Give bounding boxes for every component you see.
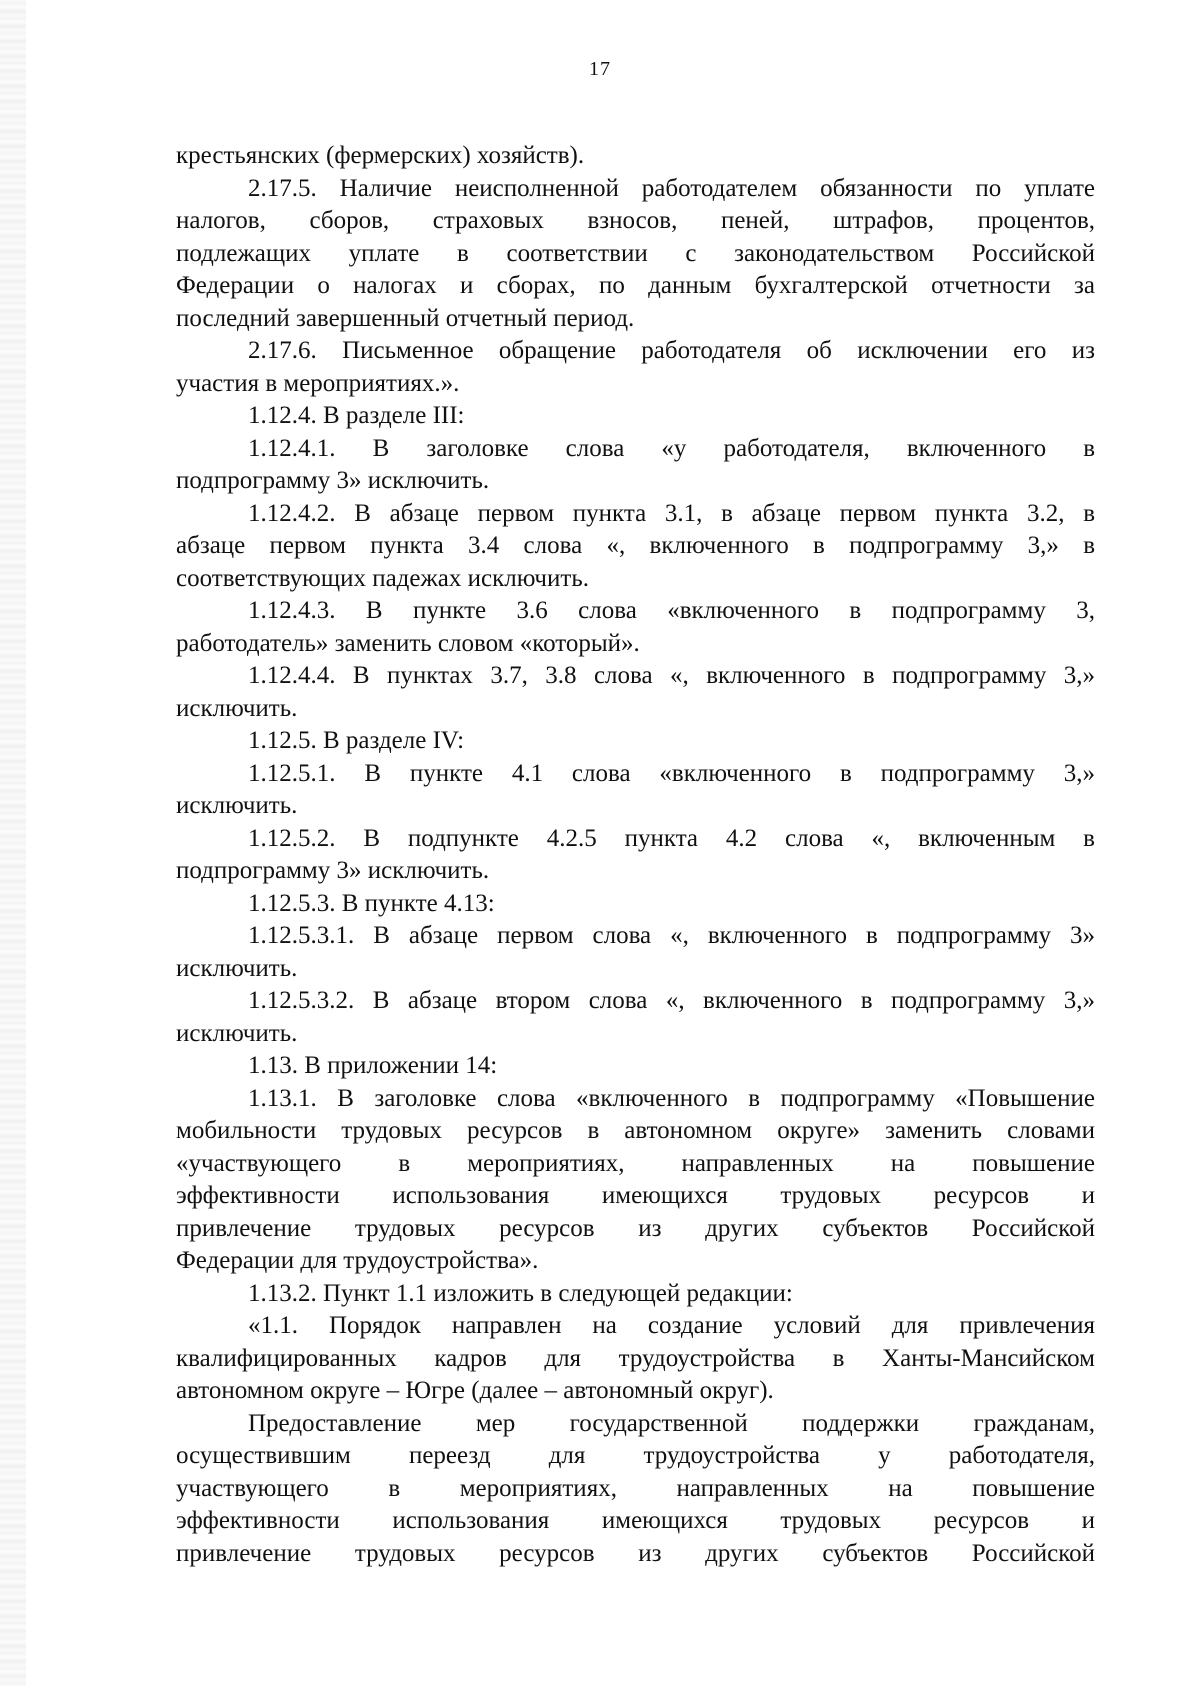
text-line: «участвующего в мероприятиях, направленных на повышение xyxy=(176,1149,1095,1177)
text-line: Федерации для трудоустройства». xyxy=(176,1247,539,1274)
text-line: 1.12.4.2. В абзаце первом пункта 3.1, в абзаце первом пункта 3.2, в xyxy=(248,499,1095,527)
text-line: исключить. xyxy=(176,792,298,819)
text-line: исключить. xyxy=(176,694,298,722)
text-line: 1.12.5.1. В пункте 4.1 слова «включенного в подпрограмму 3,» xyxy=(248,759,1095,787)
text-line: работодатель» заменить словом «который». xyxy=(176,629,640,657)
page-number: 17 xyxy=(589,58,611,80)
text-line: подпрограмму 3» исключить. xyxy=(176,467,490,494)
text-line: исключить. xyxy=(176,954,298,982)
text-line: исключить. xyxy=(176,1019,298,1047)
text-line: 2.17.5. Наличие неисполненной работодателем обязанности по уплате xyxy=(248,174,1095,202)
text-line: 1.12.5.3. В пункте 4.13: xyxy=(248,889,495,917)
text-line: абзаце первом пункта 3.4 слова «, включенного в подпрограмму 3,» в xyxy=(176,532,1095,559)
document-body xyxy=(176,140,1095,1570)
text-line: 1.12.5. В разделе IV: xyxy=(248,727,465,754)
text-line: налогов, сборов, страховых взносов, пеней, штрафов, процентов, xyxy=(176,207,1095,234)
text-line: привлечение трудовых ресурсов из других субъектов Российской xyxy=(176,1539,1095,1567)
text-line: 1.12.5.3.1. В абзаце первом слова «, включенного в подпрограмму 3» xyxy=(248,922,1095,949)
text-line: 1.12.4.3. В пункте 3.6 слова «включенного в подпрограмму 3, xyxy=(248,597,1095,624)
text-line: эффективности использования имеющихся трудовых ресурсов и xyxy=(176,1182,1095,1209)
text-line: участвующего в мероприятиях, направленных на повышение xyxy=(176,1474,1095,1502)
text-line: «1.1. Порядок направлен на создание условий для привлечения xyxy=(248,1312,1095,1339)
scan-edge-artifact xyxy=(0,0,26,1686)
text-line: эффективности использования имеющихся трудовых ресурсов и xyxy=(176,1507,1095,1534)
text-line: 1.12.5.2. В подпункте 4.2.5 пункта 4.2 слова «, включенным в xyxy=(248,824,1095,852)
text-line: последний завершенный отчетный период. xyxy=(176,304,635,332)
text-line: мобильности трудовых ресурсов в автономном округе» заменить словами xyxy=(176,1117,1095,1144)
text-line: крестьянских (фермерских) хозяйств). xyxy=(176,142,585,169)
text-line: 1.13.2. Пункт 1.1 изложить в следующей редакции: xyxy=(248,1279,793,1307)
text-line: Федерации о налогах и сборах, по данным бухгалтерской отчетности за xyxy=(176,272,1095,299)
text-line: квалифицированных кадров для трудоустройства в Ханты-Мансийском xyxy=(176,1344,1095,1372)
text-line: 1.12.5.3.2. В абзаце втором слова «, включенного в подпрограмму 3,» xyxy=(248,987,1095,1014)
text-line: подпрограмму 3» исключить. xyxy=(176,857,490,884)
text-line: Предоставление мер государственной поддержки гражданам, xyxy=(248,1409,1095,1437)
text-line: осуществившим переезд для трудоустройства у работодателя, xyxy=(176,1442,1095,1469)
text-line: 1.12.4.1. В заголовке слова «у работодателя, включенного в xyxy=(248,434,1095,462)
text-line: 1.13.1. В заголовке слова «включенного в подпрограмму «Повышение xyxy=(248,1084,1095,1112)
text-line: автономном округе – Югре (далее – автономный округ). xyxy=(176,1377,774,1404)
text-line: 2.17.6. Письменное обращение работодателя об исключении его из xyxy=(248,337,1095,364)
text-line: подлежащих уплате в соответствии с законодательством Российской xyxy=(176,239,1095,267)
text-line: соответствующих падежах исключить. xyxy=(176,564,589,592)
text-line: 1.12.4.4. В пунктах 3.7, 3.8 слова «, включенного в подпрограмму 3,» xyxy=(248,662,1095,689)
text-line: 1.13. В приложении 14: xyxy=(248,1052,498,1079)
text-line: привлечение трудовых ресурсов из других субъектов Российской xyxy=(176,1214,1095,1242)
text-line: участия в мероприятиях.». xyxy=(176,369,460,397)
text-line: 1.12.4. В разделе III: xyxy=(248,402,465,429)
